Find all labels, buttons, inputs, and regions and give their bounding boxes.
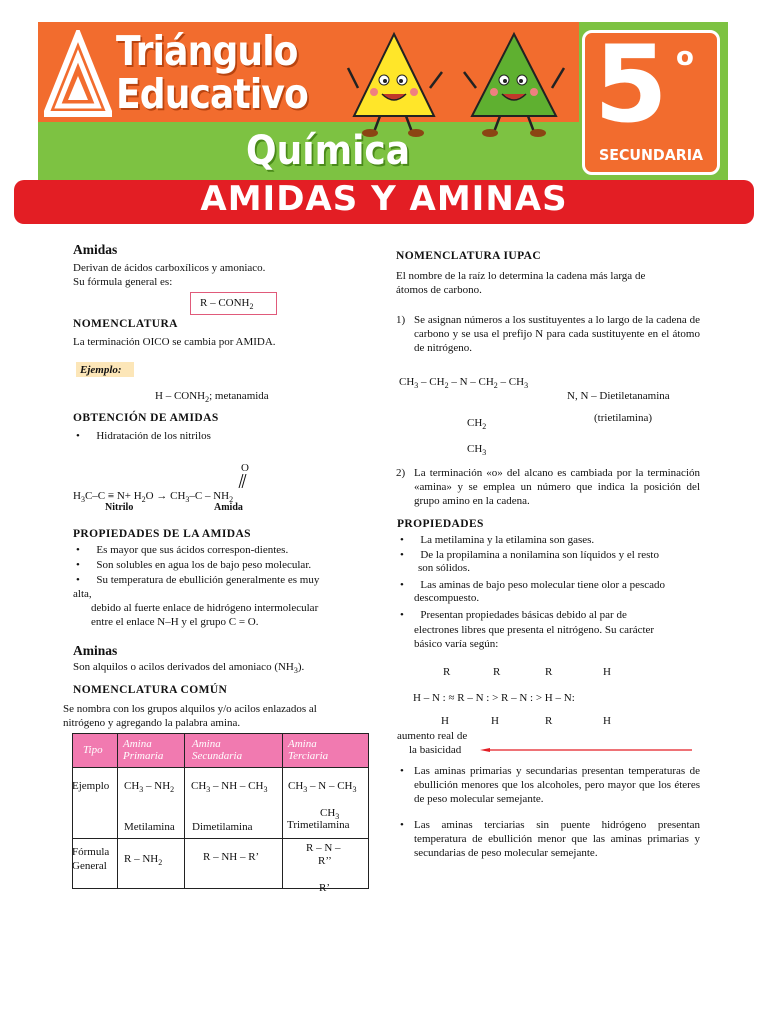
subject-title: Química [246,128,411,174]
propiedades-aminas-heading: PROPIEDADES [397,518,484,530]
grade-ordinal: o [676,42,694,72]
bullet-6-marker: • [400,819,404,831]
left-arrow-icon [480,748,692,752]
basicity-top-4: H [603,666,611,678]
prop-aminas-3: • Las aminas de bajo peso molecular tiene olor a pescado [400,579,666,591]
iupac-item-2-number: 2) [396,467,406,479]
double-bond-icon [236,474,248,488]
obtencion-heading: OBTENCIÓN DE AMIDAS [73,412,219,424]
table-header-secundaria: Amina Secundaria [192,738,243,762]
basicity-bottom-3: R [545,715,553,727]
propiedades-amidas-heading: PROPIEDADES DE LA AMIDAS [73,528,251,540]
table-cell-secundaria-example: $CH_3$ – NH – $CH_3$ [191,780,268,794]
prop-amidas-3b: alta, [73,588,92,600]
table-cell-secundaria-name: Dimetilamina [192,821,253,833]
nitrilo-label: Nitrilo [105,502,134,513]
prop-aminas-4c: básico varía según: [414,638,499,650]
prop-aminas-2: • De la propilamina a nonilamina son líquidos y el resto [400,549,659,561]
nitrile-hydration-reaction: $H_3C-C \equiv N+ H_2O \to CH_3-C - NH_2$ [73,490,234,504]
table-row-ejemplo-label: Ejemplo [72,780,110,792]
table-header-tipo: Tipo [83,744,103,756]
iupac-item-2: La terminación «o» del alcano es cambiada por la terminación «amina» y se emplea un número que indica la posición del grupo amino en la cadena. [414,467,700,507]
prop-amidas-1: • Es mayor que sus ácidos correspon-dientes. [76,544,289,556]
amidas-heading: Amidas [73,242,118,257]
amine-chain-name: N, N – Dietiletanamina [567,390,670,402]
table-rule [184,733,185,889]
nomenclatura-comun-heading: NOMENCLATURA COMÚN [73,684,228,696]
table-header-primaria: Amina Primaria [123,738,164,762]
table-cell-terciaria-general-2: R’’ [318,855,332,867]
aumento-label-2: la basicidad [409,744,462,756]
grade-number: 5 [594,23,668,146]
iupac-item-1-number: 1) [396,314,406,326]
amine-chain: $CH_3 - CH_2$ – N – $CH_2 - CH_3$ [399,376,529,390]
table-row-formula-label: Fórmula General [72,846,110,872]
prop-aminas-1: • La metilamina y la etilamina son gases. [400,534,595,546]
grade-level: SECUNDARIA [598,146,704,164]
iupac-text-1: El nombre de la raíz lo determina la cadena más larga de [396,270,646,282]
table-cell-terciaria-branch: $CH_3$ [320,807,340,821]
table-cell-primaria-name: Metilamina [124,821,175,833]
prop-aminas-2b: son sólidos. [418,562,470,574]
table-cell-terciaria-example: $CH_3$ – N – $CH_3$ [288,780,357,794]
general-formula: R – $CONH_2$ [200,297,254,311]
amine-chain-branch-end: $CH_3$ [467,443,487,457]
prop-amidas-4b: entre el enlace N–H y el grupo C = O. [91,616,259,628]
comun-text-2: nitrógeno y agregando la palabra amina. [63,717,241,729]
iupac-heading: NOMENCLATURA IUPAC [396,250,542,262]
amine-chain-branch: $CH_2$ [467,417,487,431]
table-header-terciaria: Amina Terciaria [288,738,329,762]
brand-name: Triángulo Educativo [116,27,308,118]
prop-aminas-5: Las aminas primarias y secundarias presentan temperaturas de ebullición menores que los alcoholes, pero mayor que los éteres de peso molecular semejante. [414,765,700,805]
basicity-bottom-1: H [441,715,449,727]
aminas-definition: Son alquilos o acilos derivados del amoniaco $(NH_3)$. [73,661,305,675]
table-cell-terciaria-general-1: R – N – [306,842,341,854]
table-cell-terciaria-name: Trimetilamina [287,819,350,831]
amida-label: Amida [214,502,243,513]
iupac-text-2: átomos de carbono. [396,284,482,296]
aminas-heading: Aminas [73,643,118,658]
ejemplo-formula: H – $CONH_2$; metanamida [155,390,269,404]
prop-aminas-3b: descompuesto. [414,592,480,604]
amidas-text-1: Derivan de ácidos carboxílicos y amoniaco. [73,262,266,274]
table-rule [117,733,118,889]
table-rule [282,733,283,889]
basicity-bottom-2: H [491,715,499,727]
table-cell-primaria-general: R – $NH_2$ [124,853,163,867]
basicity-top-1: R [443,666,451,678]
prop-amidas-4a: debido al fuerte enlace de hidrógeno intermolecular [91,602,319,614]
logo-triangle-icon [44,30,112,118]
amidas-text-2: Su fórmula general es: [73,276,173,288]
prop-amidas-3: • Su temperatura de ebullición generalmente es muy [76,574,320,586]
prop-aminas-4: • Presentan propiedades básicas debido al par de [400,609,627,621]
basicity-bottom-4: H [603,715,611,727]
comun-text-1: Se nombra con los grupos alquilos y/o acilos enlazados al [63,703,317,715]
prop-aminas-4b: electrones libres que presenta el nitrógeno. Su carácter [414,624,655,636]
basicity-top-3: R [545,666,553,678]
reaction-oxygen: O [241,462,249,474]
bullet-5-marker: • [400,765,404,777]
amine-chain-common-name: (trietilamina) [594,412,653,424]
table-cell-secundaria-general: R – NH – R’ [203,851,260,863]
prop-aminas-6: Las aminas terciarias sin puente hidrógeno presentan temperatura de ebullición menor que las aminas primarias y secundarias de peso molecular semejante. [414,819,700,859]
page-title: AMIDAS Y AMINAS [200,179,568,219]
aumento-label-1: aumento real de [397,730,468,742]
ejemplo-label: Ejemplo: [80,364,122,376]
basicity-order: H – N : ≈ R – N : > R – N : > H – N: [413,692,575,704]
prop-amidas-2: • Son solubles en agua los de bajo peso molecular. [76,559,312,571]
mascot-triangles-icon [344,28,582,138]
iupac-item-1: Se asignan números a los sustituyentes a lo largo de la cadena de carbono y se usa el prefijo N para cada sustituyente en el átomo de nitrógeno. [414,314,700,354]
obtencion-bullet: • Hidratación de los nitrilos [76,430,211,442]
table-cell-primaria-example: $CH_3 - NH_2$ [124,780,175,794]
table-cell-terciaria-general-3: R’ [319,882,330,894]
nomenclatura-text: La terminación OICO se cambia por AMIDA. [73,336,276,348]
basicity-top-2: R [493,666,501,678]
nomenclatura-heading: NOMENCLATURA [73,318,178,330]
